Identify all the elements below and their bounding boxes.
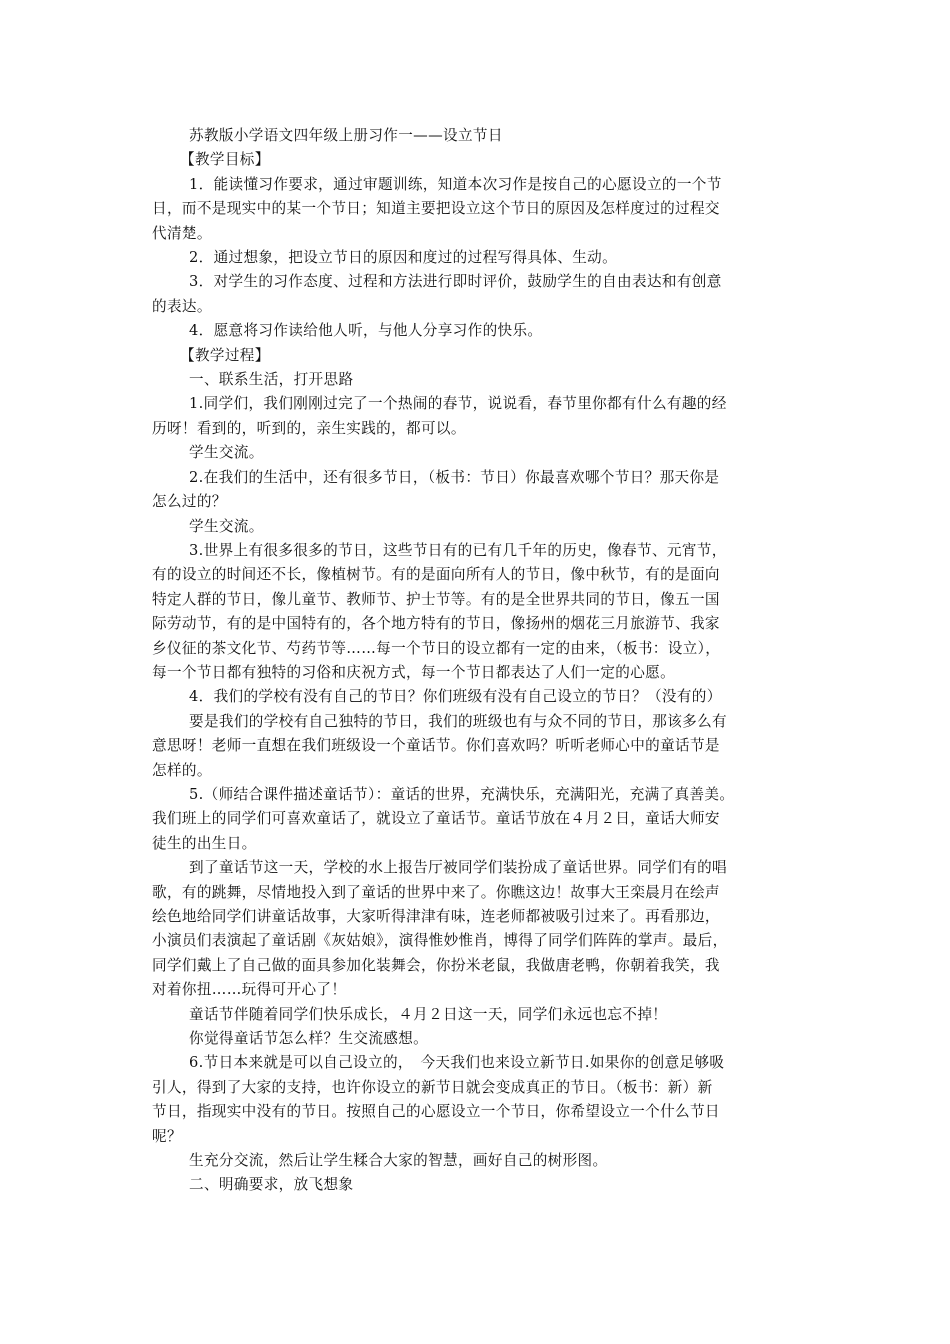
text-line: 5.（师结合课件描述童话节）：童话的世界，充满快乐，充满阳光，充满了真善美。 [189,785,735,803]
document-body [152,124,800,1198]
text-line: 意思呀！老师一直想在我们班级设一个童话节。你们喜欢吗？听听老师心中的童话节是 [152,737,720,755]
text-line: 徒生的出生日。 [152,834,257,852]
subsection-heading: 二、明确要求，放飞想象 [189,1176,354,1194]
text-line: 3.世界上有很多很多的节日，这些节日有的已有几千年的历史，像春节、元宵节， [189,541,727,559]
text-line: 怎样的。 [152,761,212,779]
section-heading-goals: 【教学目标】 [180,151,270,169]
text-line: 同学们戴上了自己做的面具参加化装舞会，你扮米老鼠，我做唐老鸭，你朝着我笑，我 [152,956,720,974]
text-line: 节日，指现实中没有的节日。按照自己的心愿设立一个节日，你希望设立一个什么节日 [152,1103,720,1121]
text-line: 有的设立的时间还不长，像植树节。有的是面向所有人的节日，像中秋节，有的是面向 [152,566,720,584]
text-line: 歌，有的跳舞，尽情地投入到了童话的世界中来了。你瞧这边！故事大王栾晨月在绘声 [152,883,720,901]
text-line: 3．对学生的习作态度、过程和方法进行即时评价，鼓励学生的自由表达和有创意 [189,273,722,291]
text-line: 乡仪征的茶文化节、芍药节等……每一个节日的设立都有一定的由来，（板书：设立）， [152,639,721,657]
text-line: 对着你扭……玩得可开心了！ [152,981,347,999]
text-line: 你觉得童话节怎么样？生交流感想。 [189,1030,429,1048]
text-line: 2.在我们的生活中，还有很多节日，（板书：节日）你最喜欢哪个节日？那天你是 [189,468,720,486]
text-line: 我们班上的同学们可喜欢童话了，就设立了童话节。童话节放在４月２日，童话大师安 [152,810,720,828]
section-heading-process: 【教学过程】 [180,346,270,364]
text-line: 6.节日本来就是可以自己设立的， 今天我们也来设立新节日.如果你的创意足够吸 [189,1054,725,1072]
text-line: 2．通过想象，把设立节日的原因和度过的过程写得具体、生动。 [189,249,618,267]
text-line: 生充分交流，然后让学生糅合大家的智慧，画好自己的树形图。 [189,1152,608,1170]
text-line: 4．愿意将习作读给他人听，与他人分享习作的快乐。 [189,322,543,340]
text-line: 1．能读懂习作要求，通过审题训练，知道本次习作是按自己的心愿设立的一个节 [189,175,722,193]
text-line: 怎么过的？ [152,493,227,511]
text-line: 1.同学们，我们刚刚过完了一个热闹的春节，说说看，春节里你都有什么有趣的经 [189,395,727,413]
text-line: 小演员们表演起了童话剧《灰姑娘》，演得惟妙惟肖，博得了同学们阵阵的掌声。最后， [152,932,728,950]
text-line: 绘色地给同学们讲童话故事，大家听得津津有味，连老师都被吸引过来了。再看那边， [152,908,720,925]
text-line: 4．我们的学校有没有自己的节日？你们班级有没有自己设立的节日？（没有的） [189,688,722,706]
text-line: 际劳动节，有的是中国特有的，各个地方特有的节日，像扬州的烟花三月旅游节、我家 [152,615,720,633]
document-title: 苏教版小学语文四年级上册习作一——设立节日 [189,127,503,144]
text-line: 的表达。 [152,297,212,315]
text-line: 代清楚。 [152,224,212,242]
text-line: 学生交流。 [189,444,264,462]
text-line: 特定人群的节日，像儿童节、教师节、护士节等。有的是全世界共同的节日，像五一国 [152,590,720,608]
subsection-heading: 一、联系生活，打开思路 [189,371,354,389]
text-line: 引人，得到了大家的支持，也许你设立的新节日就会变成真正的节日。（板书：新）新 [152,1078,713,1096]
text-line: 呢？ [152,1127,182,1145]
text-line: 童话节伴随着同学们快乐成长，４月２日这一天，同学们永远也忘不掉！ [189,1005,668,1023]
text-line: 学生交流。 [189,517,264,535]
text-line: 历呀！看到的，听到的，亲生实践的，都可以。 [152,419,466,437]
text-line: 日，而不是现实中的某一个节日；知道主要把设立这个节日的原因及怎样度过的过程交 [152,200,720,218]
text-line: 每一个节日都有独特的习俗和庆祝方式，每一个节日都表达了人们一定的心愿。 [152,663,676,681]
text-line: 要是我们的学校有自己独特的节日，我们的班级也有与众不同的节日，那该多么有 [189,712,727,730]
text-line: 到了童话节这一天，学校的水上报告厅被同学们装扮成了童话世界。同学们有的唱 [189,859,727,877]
